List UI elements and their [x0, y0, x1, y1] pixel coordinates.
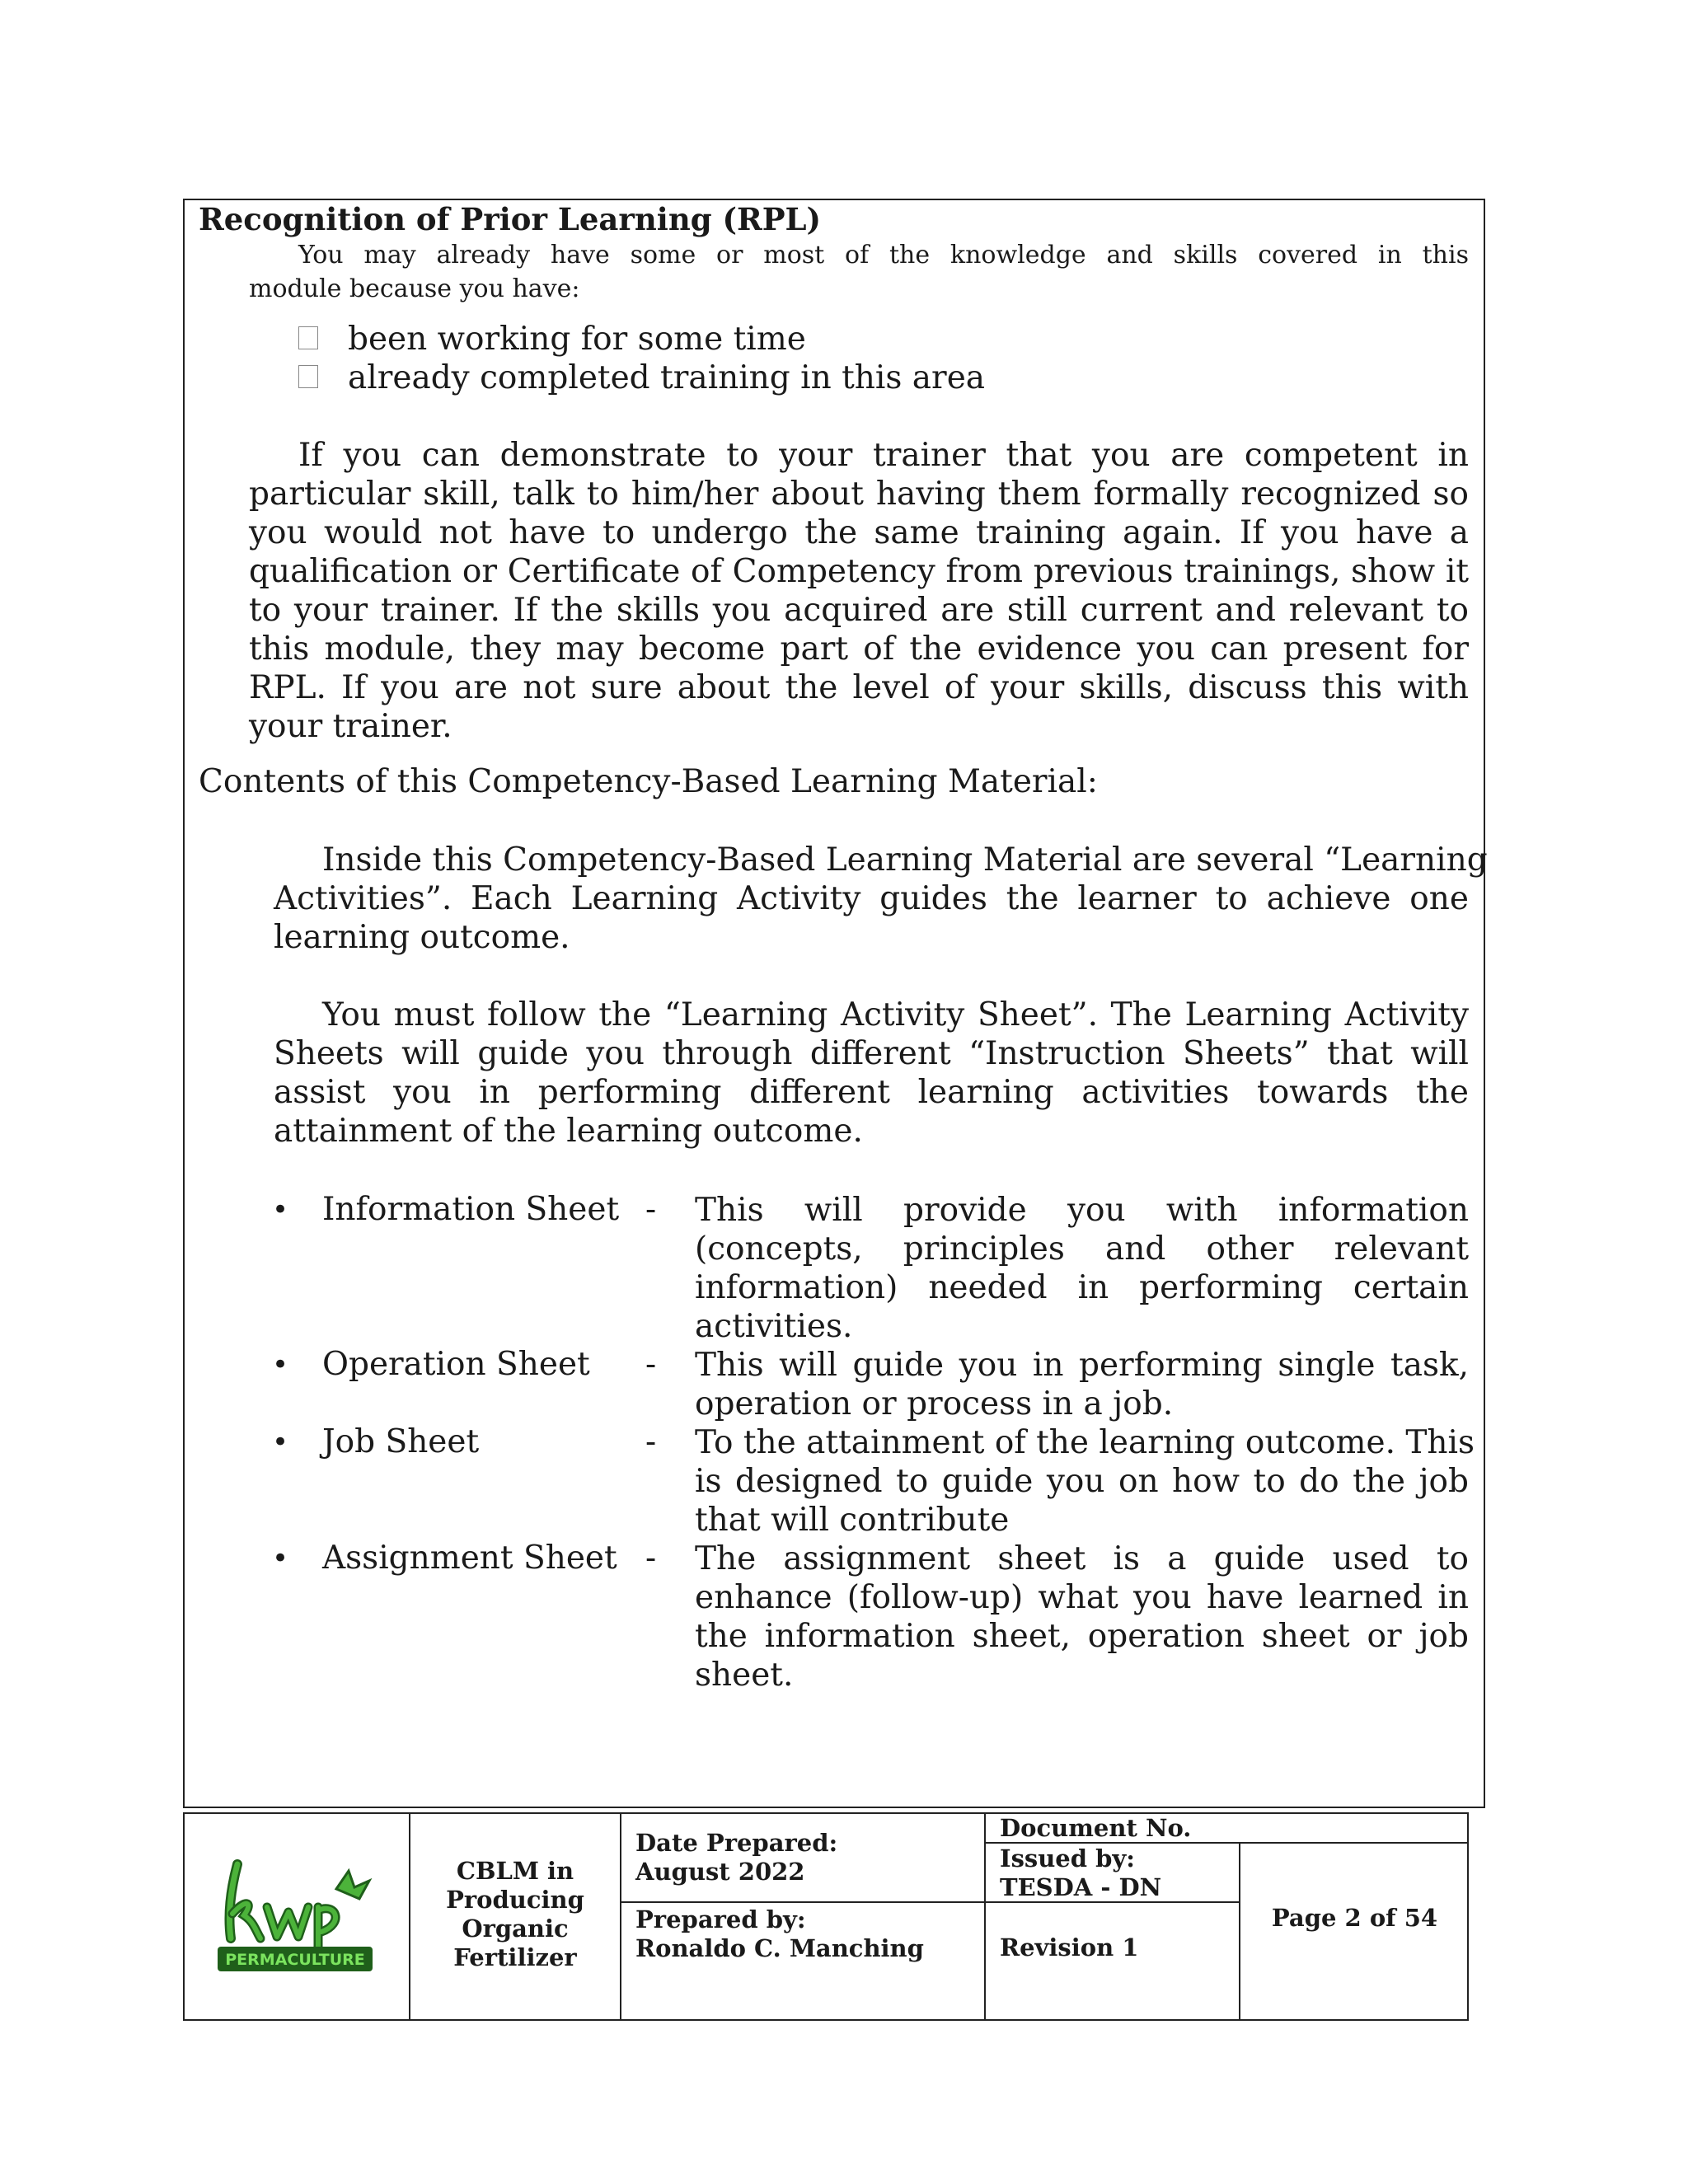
section-heading-rpl: Recognition of Prior Learning (RPL) — [199, 201, 822, 237]
follow-paragraph-line: Sheets will guide you through different “Instruction Sheets” that will — [274, 1035, 1469, 1072]
dash-separator: - — [645, 1191, 657, 1228]
title-line: CBLM in — [456, 1857, 574, 1885]
sheet-description-line: operation or process in a job. — [695, 1385, 1174, 1422]
rpl-paragraph-line: this module, they may become part of the evidence you can present for — [249, 630, 1469, 668]
intro-line-2: module because you have: — [249, 274, 580, 303]
checklist-item-label: been working for some time — [348, 321, 806, 358]
prepared-label: Prepared by: — [635, 1905, 806, 1933]
kwp-permaculture-logo — [213, 1856, 377, 1980]
date-label: Date Prepared: — [635, 1829, 838, 1857]
title-line: Fertilizer — [453, 1943, 577, 1971]
prepared-value: Ronaldo C. Manching — [635, 1934, 924, 1962]
checkbox-icon — [298, 326, 318, 349]
rpl-paragraph-line: your trainer. — [249, 708, 452, 745]
date-prepared — [635, 1829, 837, 1886]
inside-paragraph-line: Inside this Competency-Based Learning Material are several “Learning — [322, 841, 1488, 879]
rpl-paragraph-line: If you can demonstrate to your trainer that you are competent in — [298, 437, 1469, 474]
sheet-description-line: the information sheet, operation sheet or job — [695, 1618, 1469, 1655]
contents-heading: Contents of this Competency-Based Learning Material: — [199, 763, 1098, 800]
bullet-icon: • — [272, 1193, 289, 1226]
follow-paragraph-line: assist you in performing different learning activities towards the — [274, 1074, 1469, 1111]
sheet-description-line: (concepts, principles and other relevant — [695, 1230, 1469, 1268]
sheet-description-line: that will contribute — [695, 1502, 1010, 1539]
sheet-description-line: sheet. — [695, 1657, 794, 1694]
sheet-name: Information Sheet — [322, 1191, 620, 1228]
footer-divider — [620, 1812, 621, 2021]
rpl-paragraph-line: to your trainer. If the skills you acquired are still current and relevant to — [249, 592, 1469, 629]
sheet-name: Assignment Sheet — [322, 1540, 617, 1577]
rpl-paragraph-line: RPL. If you are not sure about the level of your skills, discuss this with — [249, 669, 1469, 706]
document-number: Document No. — [1000, 1814, 1192, 1842]
sheet-description-line: is designed to guide you on how to do the job — [695, 1463, 1469, 1500]
page-number: Page 2 of 54 — [1271, 1904, 1438, 1932]
follow-paragraph-line: You must follow the “Learning Activity Sheet”. The Learning Activity — [322, 996, 1469, 1033]
dash-separator: - — [645, 1346, 657, 1383]
checklist-item — [298, 321, 806, 358]
issued-label: Issued by: — [1000, 1844, 1135, 1872]
bullet-icon: • — [272, 1426, 289, 1459]
sheet-name: Operation Sheet — [322, 1346, 590, 1383]
follow-paragraph-line: attainment of the learning outcome. — [274, 1113, 863, 1150]
sheet-description-line: To the attainment of the learning outcome. This — [695, 1424, 1475, 1461]
sheet-description-line: This will guide you in performing single task, — [695, 1347, 1469, 1384]
checkbox-icon — [298, 365, 318, 388]
logo-subtitle: PERMACULTURE — [225, 1951, 365, 1969]
title-line: Producing — [446, 1886, 584, 1914]
rpl-paragraph-line: qualification or Certificate of Competency from previous trainings, show it — [249, 553, 1469, 590]
sheet-description-line: This will provide you with information — [695, 1192, 1469, 1229]
issued-by — [1000, 1844, 1161, 1902]
checklist-item — [298, 359, 985, 396]
rpl-paragraph-line: you would not have to undergo the same training again. If you have a — [249, 514, 1469, 551]
sheet-name: Job Sheet — [322, 1423, 480, 1460]
rpl-paragraph-line: particular skill, talk to him/her about having them formally recognized so — [249, 476, 1469, 513]
prepared-by — [635, 1905, 924, 1963]
inside-paragraph-line: learning outcome. — [274, 919, 570, 956]
intro-line-1: You may already have some or most of the knowledge and skills covered in this — [298, 241, 1469, 269]
sheet-description-line: activities. — [695, 1308, 853, 1345]
dash-separator: - — [645, 1540, 657, 1577]
bullet-icon: • — [272, 1348, 289, 1381]
revision-number: Revision 1 — [1000, 1933, 1139, 1961]
title-line: Organic — [462, 1915, 569, 1943]
issued-value: TESDA - DN — [1000, 1873, 1162, 1901]
sheet-description-line: information) needed in performing certain — [695, 1269, 1469, 1306]
cblm-title — [410, 1857, 620, 1972]
sheet-description-line: enhance (follow-up) what you have learned in — [695, 1579, 1469, 1616]
checklist-item-label: already completed training in this area — [348, 359, 986, 396]
date-value: August 2022 — [635, 1858, 805, 1886]
bullet-icon: • — [272, 1542, 289, 1575]
inside-paragraph-line: Activities”. Each Learning Activity guides the learner to achieve one — [274, 880, 1469, 917]
dash-separator: - — [645, 1423, 657, 1460]
sheet-description-line: The assignment sheet is a guide used to — [695, 1540, 1469, 1577]
